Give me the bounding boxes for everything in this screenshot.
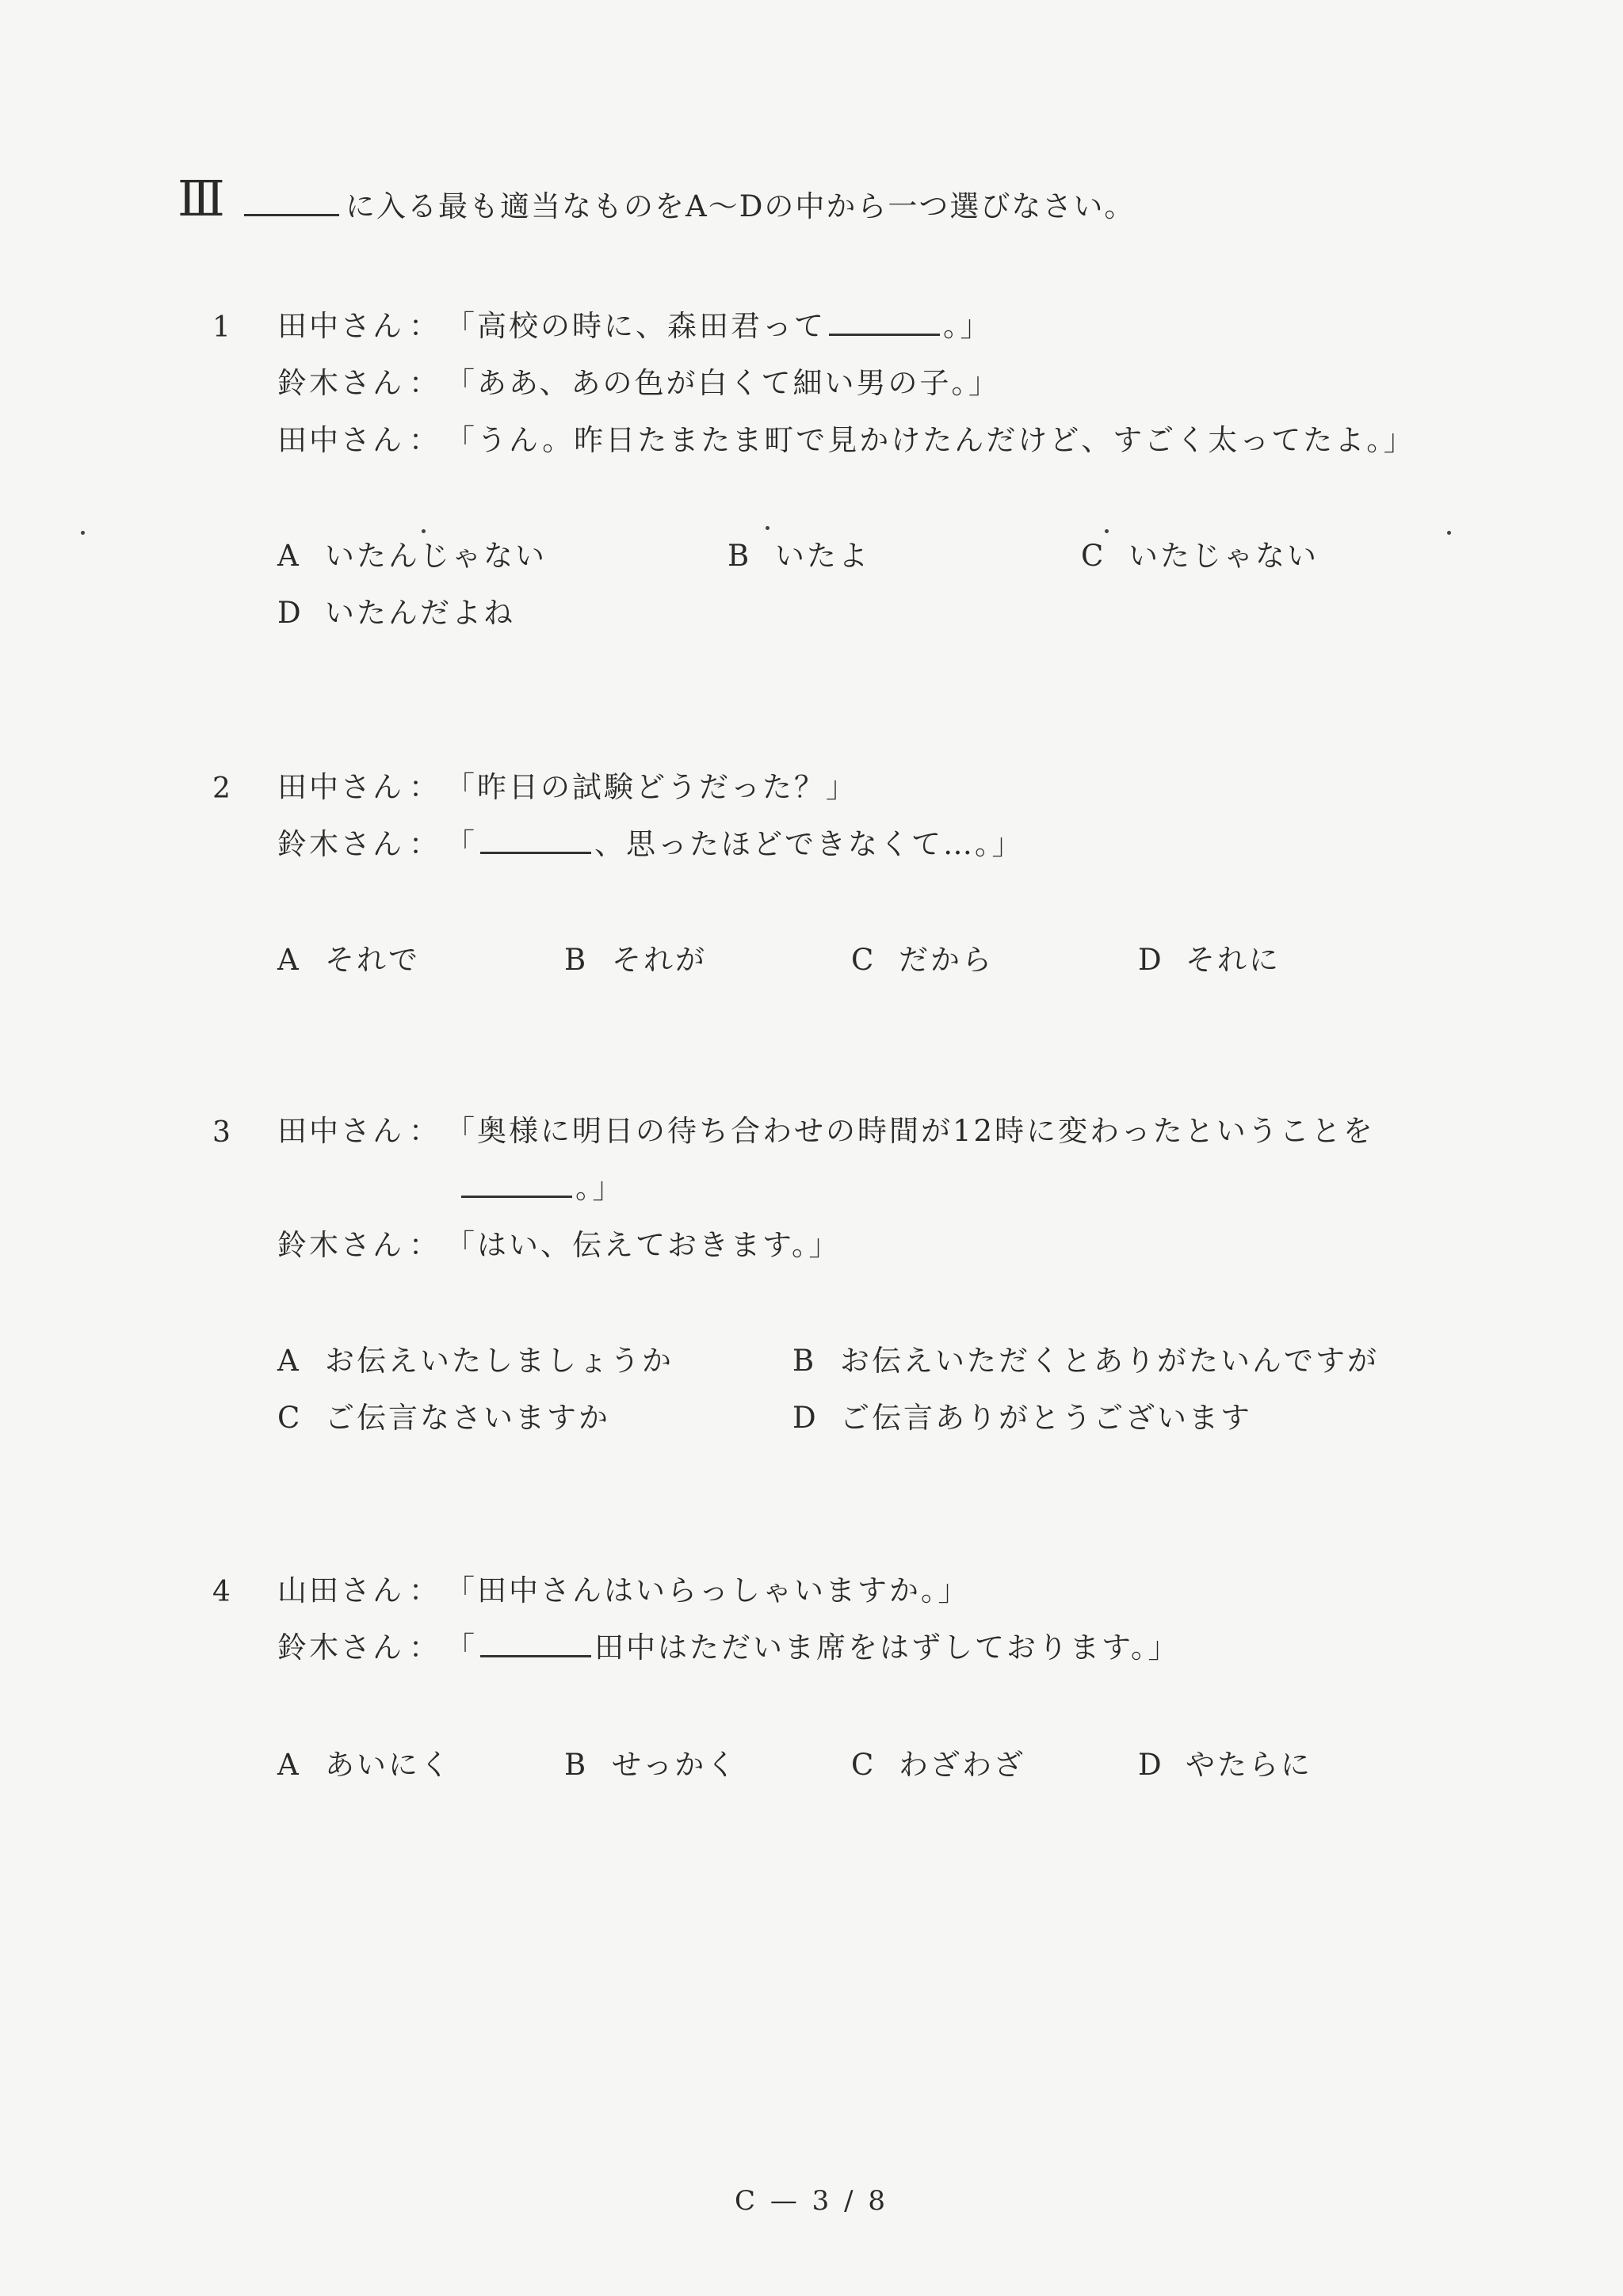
scan-speck — [422, 529, 426, 533]
page-number: C — 3 / 8 — [735, 2185, 888, 2217]
option-text: いたじゃない — [1128, 539, 1319, 573]
option-b[interactable] — [564, 1748, 738, 1783]
option-letter: D — [277, 596, 301, 630]
separator: ： — [409, 1573, 441, 1608]
dialogue-line — [277, 1228, 841, 1263]
question-number: 3 — [212, 1116, 231, 1149]
answer-blank — [480, 828, 591, 854]
line-text-pre: 「 — [445, 827, 477, 861]
line-text-post: 田中はただいま席をはずしております。」 — [594, 1630, 1180, 1665]
option-text: いたんだよね — [325, 596, 515, 630]
line-text: 「ああ、あの色が白くて細い男の子。」 — [445, 366, 1001, 400]
option-text: いたよ — [775, 539, 870, 573]
question-number: 4 — [212, 1576, 231, 1608]
question-number: 2 — [212, 772, 231, 805]
option-letter: A — [277, 943, 299, 977]
option-b[interactable] — [727, 539, 870, 574]
speaker: 山田さん — [277, 1573, 404, 1608]
option-text: わざわざ — [899, 1748, 1025, 1782]
option-letter: D — [1138, 1748, 1162, 1782]
option-text: お伝えいたしましょうか — [325, 1344, 674, 1378]
line-text: 「はい、伝えておきます。」 — [445, 1228, 841, 1262]
option-d[interactable] — [277, 596, 515, 631]
dialogue-line — [277, 1630, 1180, 1665]
speaker: 田中さん — [277, 1114, 404, 1148]
option-letter: A — [277, 1344, 299, 1378]
option-letter: D — [792, 1401, 816, 1435]
separator: ： — [409, 309, 441, 343]
separator: ： — [409, 1630, 441, 1665]
instruction-text: に入る最も適当なものをA〜Dの中から一つ選びなさい。 — [346, 189, 1136, 223]
dialogue-line — [277, 366, 1000, 401]
dialogue-line — [277, 309, 992, 344]
option-c[interactable] — [851, 1748, 1025, 1783]
option-c[interactable] — [1081, 539, 1319, 574]
section-instruction — [244, 189, 1135, 224]
speaker: 田中さん — [277, 770, 404, 804]
option-a[interactable] — [277, 1344, 674, 1379]
dialogue-line — [277, 423, 1415, 458]
speaker: 鈴木さん — [277, 366, 404, 400]
scan-speck — [1447, 531, 1451, 535]
option-a[interactable] — [277, 943, 420, 978]
option-d[interactable] — [792, 1401, 1252, 1436]
dialogue-line — [277, 770, 857, 805]
option-letter: B — [727, 539, 750, 573]
option-text: やたらに — [1186, 1748, 1312, 1782]
line-text-pre: 「高校の時に、森田君って — [445, 309, 826, 343]
scan-speck — [81, 531, 85, 535]
option-letter: A — [277, 1748, 299, 1782]
separator: ： — [409, 827, 441, 861]
line-text-post: 、思ったほどできなくて…。」 — [594, 827, 1024, 861]
option-letter: B — [792, 1344, 815, 1378]
line-text: 「田中さんはいらっしゃいますか。」 — [445, 1573, 970, 1608]
separator: ： — [409, 1114, 441, 1148]
line-text-post: 。」 — [575, 1171, 624, 1205]
option-b[interactable] — [564, 943, 707, 978]
line-text-pre: 「 — [445, 1630, 477, 1665]
option-letter: C — [851, 1748, 874, 1782]
option-letter: C — [1081, 539, 1104, 573]
line-text: 「うん。昨日たまたま町で見かけたんだけど、すごく太ってたよ。」 — [445, 423, 1415, 457]
option-text: それで — [325, 943, 420, 977]
line-text: 「昨日の試験どうだった？」 — [445, 770, 857, 804]
question-number: 1 — [212, 311, 231, 344]
dialogue-line — [277, 1573, 970, 1608]
option-letter: C — [851, 943, 874, 977]
option-letter: C — [277, 1401, 300, 1435]
option-d[interactable] — [1138, 1748, 1312, 1783]
option-d[interactable] — [1138, 943, 1281, 978]
option-c[interactable] — [851, 943, 994, 978]
answer-blank — [461, 1172, 572, 1198]
option-letter: B — [564, 943, 586, 977]
option-text: せっかく — [612, 1748, 739, 1782]
scan-speck — [1105, 529, 1109, 533]
separator: ： — [409, 423, 441, 457]
blank-line — [244, 189, 339, 216]
option-c[interactable] — [277, 1401, 610, 1436]
option-text: だから — [899, 943, 994, 977]
separator: ： — [409, 1228, 441, 1262]
dialogue-line — [277, 827, 1024, 862]
line-text-post: 。」 — [943, 309, 992, 343]
separator: ： — [409, 770, 441, 804]
option-text: お伝えいただくとありがたいんですが — [840, 1344, 1379, 1378]
option-letter: A — [277, 539, 299, 573]
line-text: 「奥様に明日の待ち合わせの時間が12時に変わったということを — [445, 1114, 1375, 1148]
option-b[interactable] — [792, 1344, 1379, 1379]
speaker: 鈴木さん — [277, 827, 404, 861]
option-text: それが — [612, 943, 707, 977]
separator: ： — [409, 366, 441, 400]
option-text: あいにく — [325, 1748, 452, 1782]
option-letter: D — [1138, 943, 1162, 977]
dialogue-line — [277, 1114, 1375, 1149]
option-text: ご伝言ありがとうございます — [840, 1401, 1252, 1435]
option-text: いたんじゃない — [325, 539, 547, 573]
speaker: 鈴木さん — [277, 1228, 404, 1262]
dialogue-line-continued — [458, 1171, 624, 1206]
option-a[interactable] — [277, 539, 547, 574]
answer-blank — [480, 1631, 591, 1657]
answer-blank — [829, 310, 940, 336]
option-a[interactable] — [277, 1748, 452, 1783]
option-text: ご伝言なさいますか — [325, 1401, 610, 1435]
speaker: 田中さん — [277, 309, 404, 343]
speaker: 田中さん — [277, 423, 404, 457]
scan-speck — [766, 526, 769, 530]
section-number: Ⅲ — [178, 170, 222, 227]
option-text: それに — [1186, 943, 1281, 977]
option-letter: B — [564, 1748, 586, 1782]
speaker: 鈴木さん — [277, 1630, 404, 1665]
